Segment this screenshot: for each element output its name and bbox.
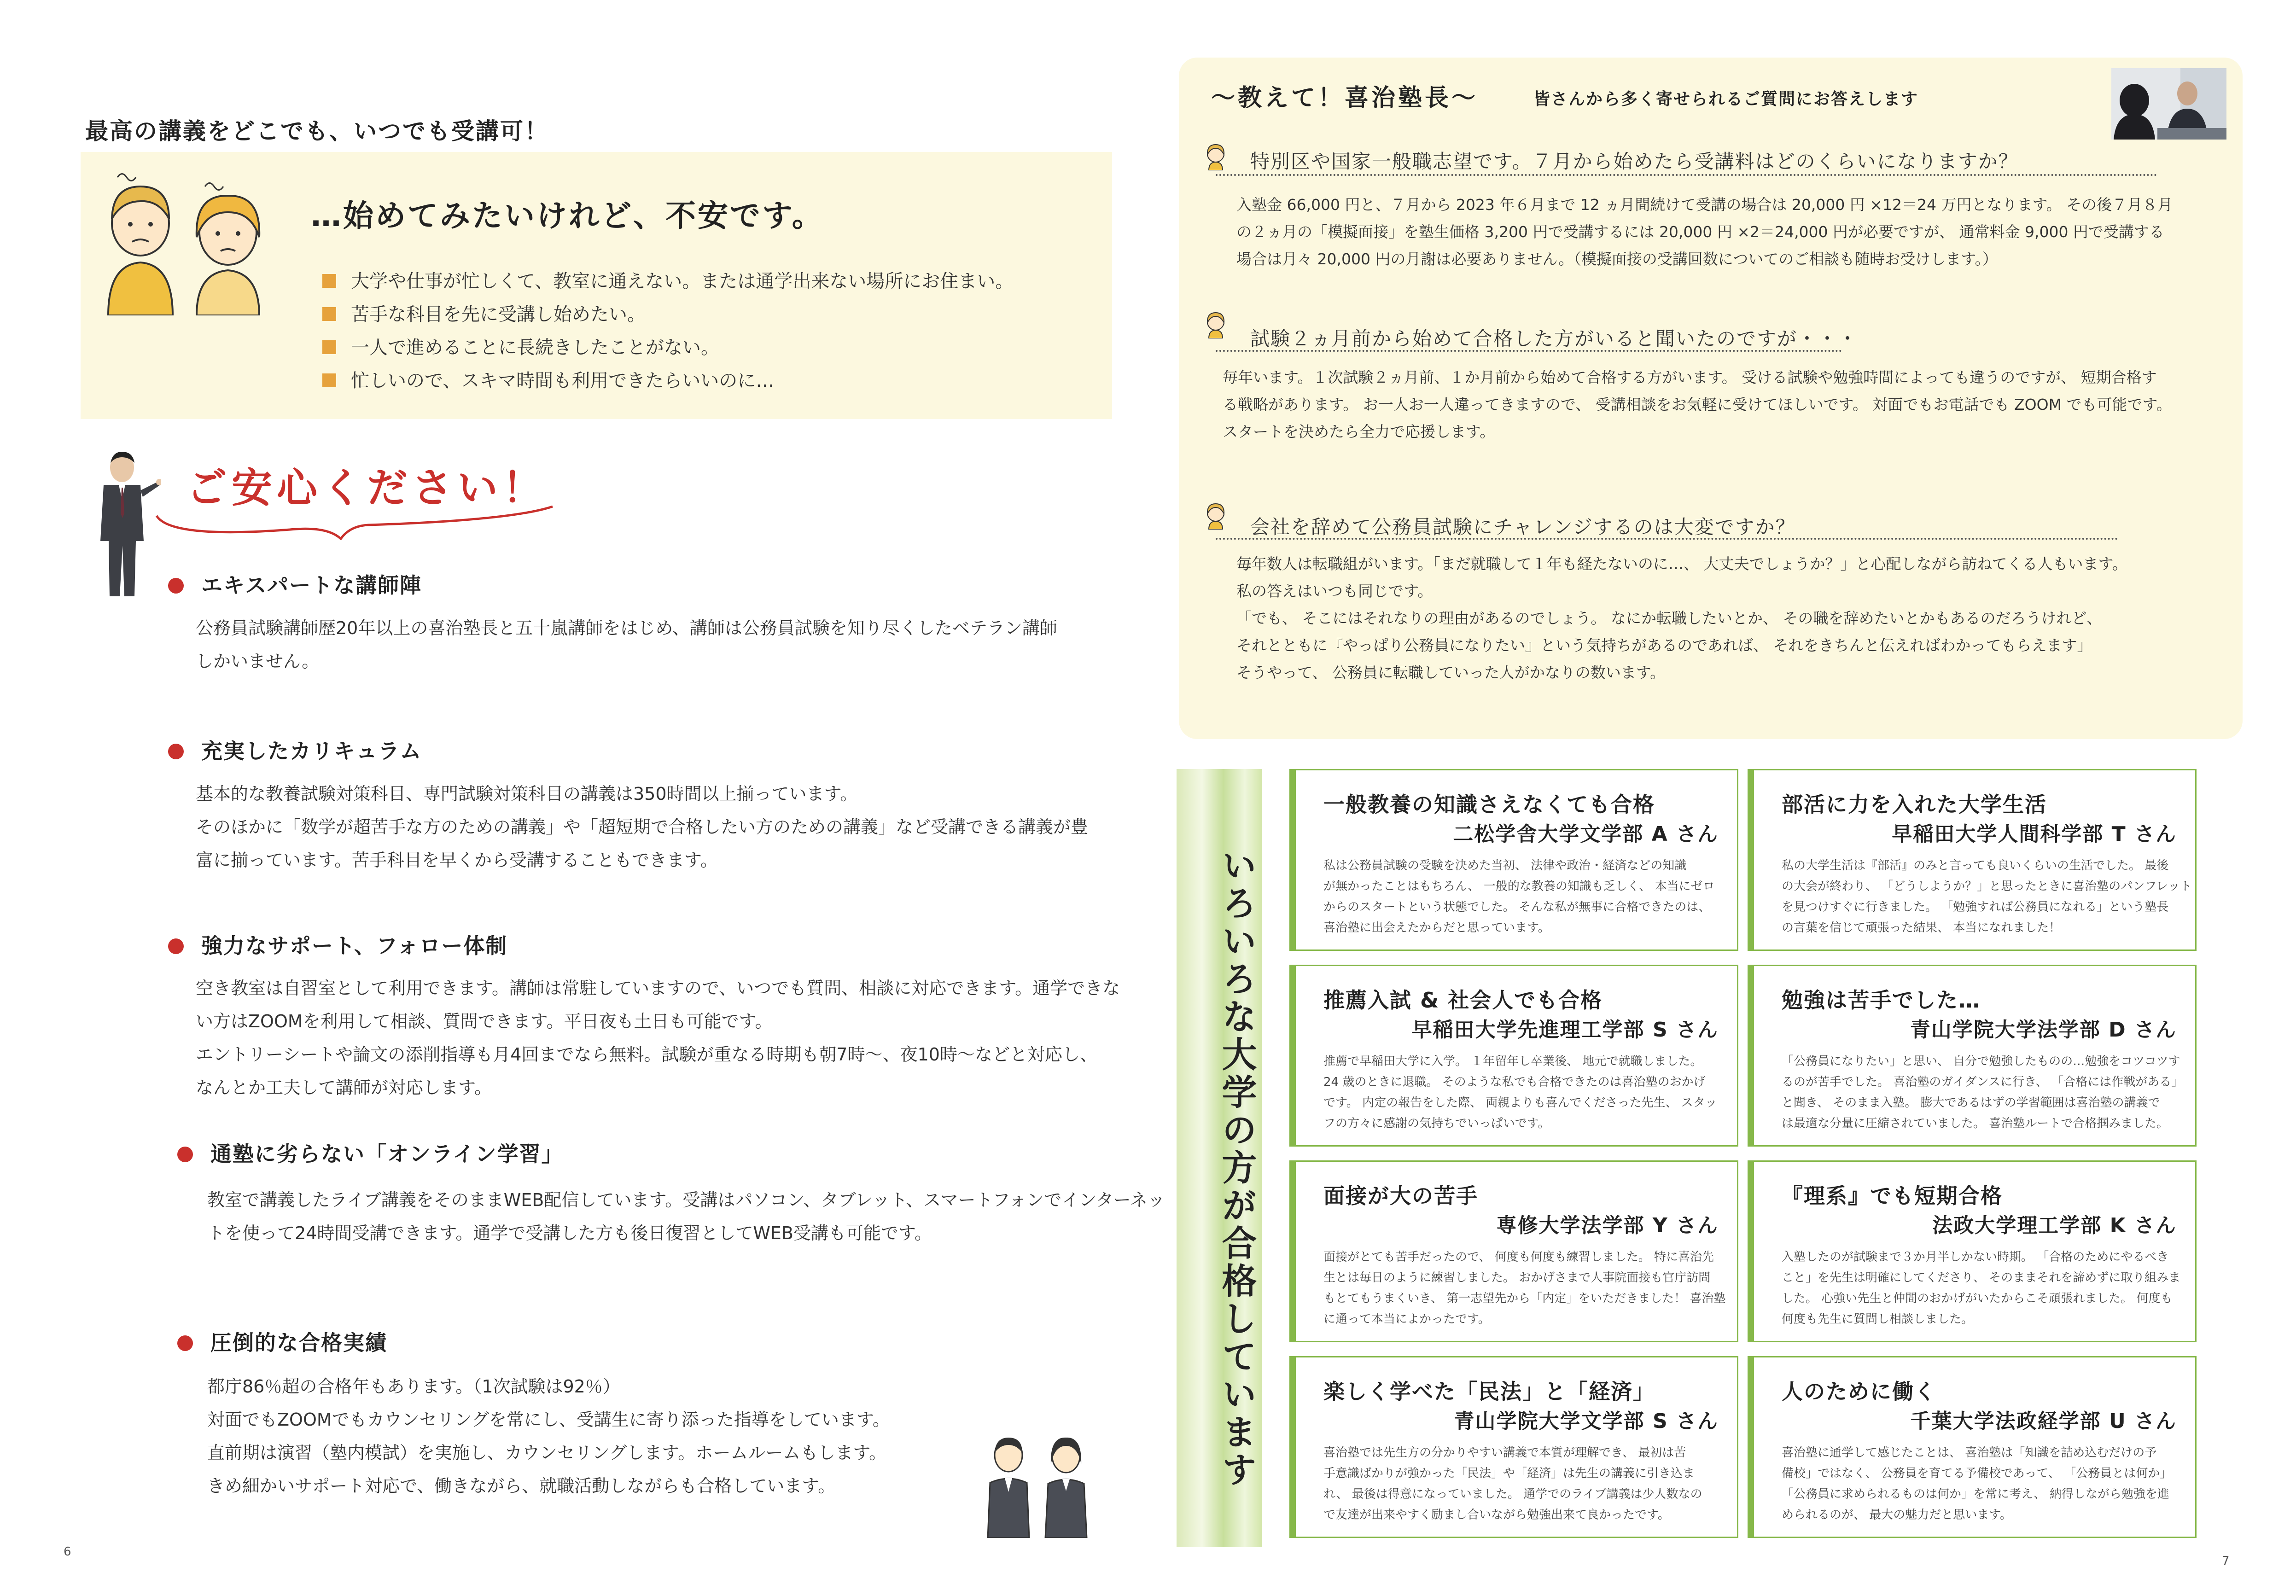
card-body: 面接がとても苦手だったので、 何度も何度も練習しました。 特に喜治先 生とは毎日のように練習しました。 おかげさまで人事院面接も官庁訪問 もとてもうまくいき、 第一志望先から「内定」をいただきました！ 喜治塾 に通って本当によかったです。	[1323, 1250, 1726, 1326]
card-title: 人のために働く	[1782, 1379, 1936, 1404]
section-body: 公務員試験講師歴20年以上の喜治塾長と五十嵐講師をはじめ、講師は公務員試験を知り尽くしたベテラン講師 しかいません。	[196, 618, 1057, 671]
section-title: 圧倒的な合格実績	[177, 1326, 387, 1357]
testimonial-card	[1289, 1160, 1738, 1342]
answer-text: 毎年います。１次試験２ヵ月前、１か月前から始めて合格する方がいます。 受ける試験や勉強時間によっても違うのですが、 短期合格す る戦略があります。 お一人お一人違ってきますので、 受講相談をお気軽に受けてほしいです。 対面でもお電話でも ZOOM でも可能です。 スタートを決めたら全力で応援します。	[1223, 368, 2172, 441]
red-underline-curve	[152, 497, 566, 548]
card-title: 部活に力を入れた大学生活	[1782, 792, 2047, 817]
section-title: 充実したカリキュラム	[168, 734, 422, 765]
section-body: 教室で講義したライブ講義をそのままWEB配信しています。受講はパソコン、タブレット、スマートフォンでインターネッ トを使って24時間受講できます。通学で受講した方も後日復習としてWEB受講も可能です。	[207, 1190, 1165, 1243]
card-body: 推薦で早稲田大学に入学。 １年留年し卒業後、 地元で就職しました。 24 歳のときに退職。 そのような私でも合格できたのは喜治塾のおかげ です。 内定の報告をした際、 両親よりも喜んでくださった先生、 スタッ フの方々に感謝の気持ちでいっぱいです。	[1323, 1054, 1717, 1130]
dotted-rule	[1216, 174, 2157, 176]
dotted-rule	[1216, 538, 2118, 540]
testimonial-card	[1748, 965, 2197, 1147]
testimonial-card	[1289, 965, 1738, 1147]
question-text: 会社を辞めて公務員試験にチャレンジするのは大変ですか？	[1250, 516, 1796, 538]
vertical-title: いろいろな大学の方が合格しています	[1216, 847, 1257, 1489]
testimonial-card	[1748, 1160, 2197, 1342]
section-title: エキスパートな講師陣	[168, 569, 422, 599]
card-name: 千葉大学法政経学部 U さん	[1910, 1410, 2177, 1433]
teacher-illustration	[92, 449, 161, 601]
worry-item: 大学や仕事が忙しくて、教室に通えない。または通学出来ない場所にお住まい。	[322, 265, 1014, 298]
card-title: 『理系』でも短期合格	[1782, 1183, 2003, 1208]
question-girl-icon	[1204, 311, 1227, 338]
card-body: 喜治塾では先生方の分かりやすい講義で本質が理解でき、 最初は苦 手意識ばかりが強かった「民法」や「経済」は先生の講義に引き込ま れ、 最後は得意になっていました。 通学でのライブ講義は少人数なの で友達が出来やすく励まし合いながら勉強出来て良かったです。	[1323, 1446, 1702, 1522]
card-title: 勉強は苦手でした…	[1782, 988, 1981, 1013]
students-illustration	[976, 1432, 1101, 1538]
section-body: 都庁86％超の合格年もあります。（1次試験は92％） 対面でもZOOMでもカウンセリングを常にし、受講生に寄り添った指導をしています。 直前期は演習（塾内模試）を実施し、カウンセリングします。ホームルームもします。 きめ細かいサポート対応で、働きながら、就職活動しながらも合格しています。	[207, 1376, 890, 1496]
card-name: 青山学院大学法学部 D さん	[1910, 1018, 2177, 1042]
testimonial-card	[1748, 1356, 2197, 1538]
section-title: 強力なサポート、フォロー体制	[168, 929, 508, 960]
principal-photo	[2111, 68, 2226, 140]
question-girl-icon	[1204, 143, 1227, 170]
card-name: 二松学舎大学文学部 A さん	[1453, 822, 1719, 846]
card-body: 入塾したのが試験まで３か月半しかない時期。 「合格のためにやるべき こと」を先生は明確にしてくださり、 そのままそれを諦めずに取り組みま した。 心強い先生と仲間のおかげがいたからこそ頑張れました。 何度も 何度も先生に質問し相談しました。	[1782, 1250, 2181, 1326]
card-title: 面接が大の苦手	[1323, 1183, 1478, 1208]
worry-item: 苦手な科目を先に受講し始めたい。	[322, 298, 1014, 331]
card-name: 専修大学法学部 Y さん	[1496, 1214, 1719, 1237]
testimonial-card	[1289, 1356, 1738, 1538]
card-title: 一般教養の知識さえなくても合格	[1323, 792, 1655, 817]
question-text: 特別区や国家一般職志望です。７月から始めたら受講料はどのくらいになりますか？	[1250, 150, 2019, 173]
worry-list	[322, 265, 1014, 397]
card-title: 楽しく学べた「民法」と「経済」	[1323, 1379, 1655, 1404]
headline: 最高の講義をどこでも、いつでも受講可！	[85, 118, 549, 145]
qa-subtitle: 皆さんから多く寄せられるご質問にお答えします	[1533, 90, 1919, 109]
question-text: 試験２ヵ月前から始めて合格した方がいると聞いたのですが・・・	[1250, 327, 1859, 350]
question-girl-icon	[1204, 502, 1227, 530]
card-name: 早稲田大学人間科学部 T さん	[1892, 822, 2177, 846]
worry-item: 忙しいので、スキマ時間も利用できたらいいのに…	[322, 364, 1014, 397]
worry-item: 一人で進めることに長続きしたことがない。	[322, 331, 1014, 364]
worried-students-illustration	[90, 168, 283, 315]
anshin-heading: ご安心ください！	[186, 464, 548, 512]
card-body: 「公務員になりたい」と思い、 自分で勉強したものの…勉強をコツコツす るのが苦手でした。 喜治塾のガイダンスに行き、 「合格には作戦がある」 と聞き、 そのまま入塾。 膨大であるはずの学習範囲は喜治塾の講義で は最適な分量に圧縮されていました。 喜治塾ルートで合格掴みました。	[1782, 1054, 2184, 1130]
page-number: 6	[64, 1545, 71, 1559]
section-body: 空き教室は自習室として利用できます。講師は常駐していますので、いつでも質問、相談に対応できます。通学できな い方はZOOMを利用して相談、質問できます。平日夜も土日も可能です。 エントリーシートや論文の添削指導も月4回までなら無料。試験が重なる時期も朝7時～、夜10時～などと対応し、 なんとか工夫して講師が対応します。	[196, 978, 1120, 1098]
card-name: 法政大学理工学部 K さん	[1932, 1214, 2177, 1237]
card-name: 早稲田大学先進理工学部 S さん	[1411, 1018, 1719, 1042]
page-number: 7	[2222, 1554, 2230, 1568]
worry-title: …始めてみたいけれど、不安です。	[311, 198, 824, 233]
testimonial-card	[1289, 769, 1738, 951]
answer-text: 入塾金 66,000 円と、７月から 2023 年６月まで 12 ヵ月間続けて受講の場合は 20,000 円 ×12＝24 万円となります。 その後７月８月 の２ヵ月の「模擬面接」を塾生価格 3,200 円で受講するには 20,000 円 ×2＝24,000 円が必要ですが、 通常料金 9,000 円で受講する 場合は月々 20,000 円の月謝は必要ありません。（模擬面接の受講回数についてのご相談も随時お受けします。）	[1236, 196, 2173, 268]
section-title: 通塾に劣らない「オンライン学習」	[177, 1137, 564, 1168]
answer-text: 毎年数人は転職組がいます。「まだ就職して１年も経たないのに…、 大丈夫でしょうか？」と心配しながら訪ねてくる人もいます。 私の答えはいつも同じです。 「でも、 そこにはそれなりの理由があるのでしょう。 なにか転職したいとか、 その職を辞めたいとかもあるのだろうけれど、 それとともに『やっぱり公務員になりたい』という気持ちがあるのであれば、 それをきちんと伝えればわかってもらえます」 そうやって、 公務員に転職していった人がかなりの数います。	[1236, 555, 2127, 682]
dotted-rule	[1216, 350, 1842, 352]
testimonial-card	[1748, 769, 2197, 951]
card-name: 青山学院大学文学部 S さん	[1454, 1410, 1719, 1433]
card-title: 推薦入試 & 社会人でも合格	[1323, 988, 1603, 1013]
qa-title: ～教えて！喜治塾長～	[1211, 84, 1479, 112]
card-body: 私の大学生活は『部活』のみと言っても良いくらいの生活でした。 最後 の大会が終わり、 「どうしようか？」と思ったときに喜治塾のパンフレット を見つけすぐに行きました。 「勉強すれば公務員になれる」という塾長 の言葉を信じて頑張った結果、 本当になれました！	[1782, 859, 2192, 935]
card-body: 喜治塾に通学して感じたことは、 喜治塾は「知識を詰め込むだけの予 備校」ではなく、 公務員を育てる予備校であって、 「公務員とは何か」 「公務員に求められるものは何か」を常に考え、 納得しながら勉強を進 められるのが、 最大の魅力だと思います。	[1782, 1446, 2172, 1522]
section-body: 基本的な教養試験対策科目、専門試験対策科目の講義は350時間以上揃っています。 そのほかに「数学が超苦手な方のための講義」や「超短期で合格したい方のための講義」など受講できる講義が豊 富に揃っています。苦手科目を早くから受講することもできます。	[196, 784, 1089, 870]
card-body: 私は公務員試験の受験を決めた当初、 法律や政治・経済などの知識 が無かったことはもちろん、 一般的な教養の知識も乏しく、 本当にゼロ からのスタートという状態でした。 そんな私が無事に合格できたのは、 喜治塾に出会えたからだと思っています。	[1323, 859, 1715, 935]
